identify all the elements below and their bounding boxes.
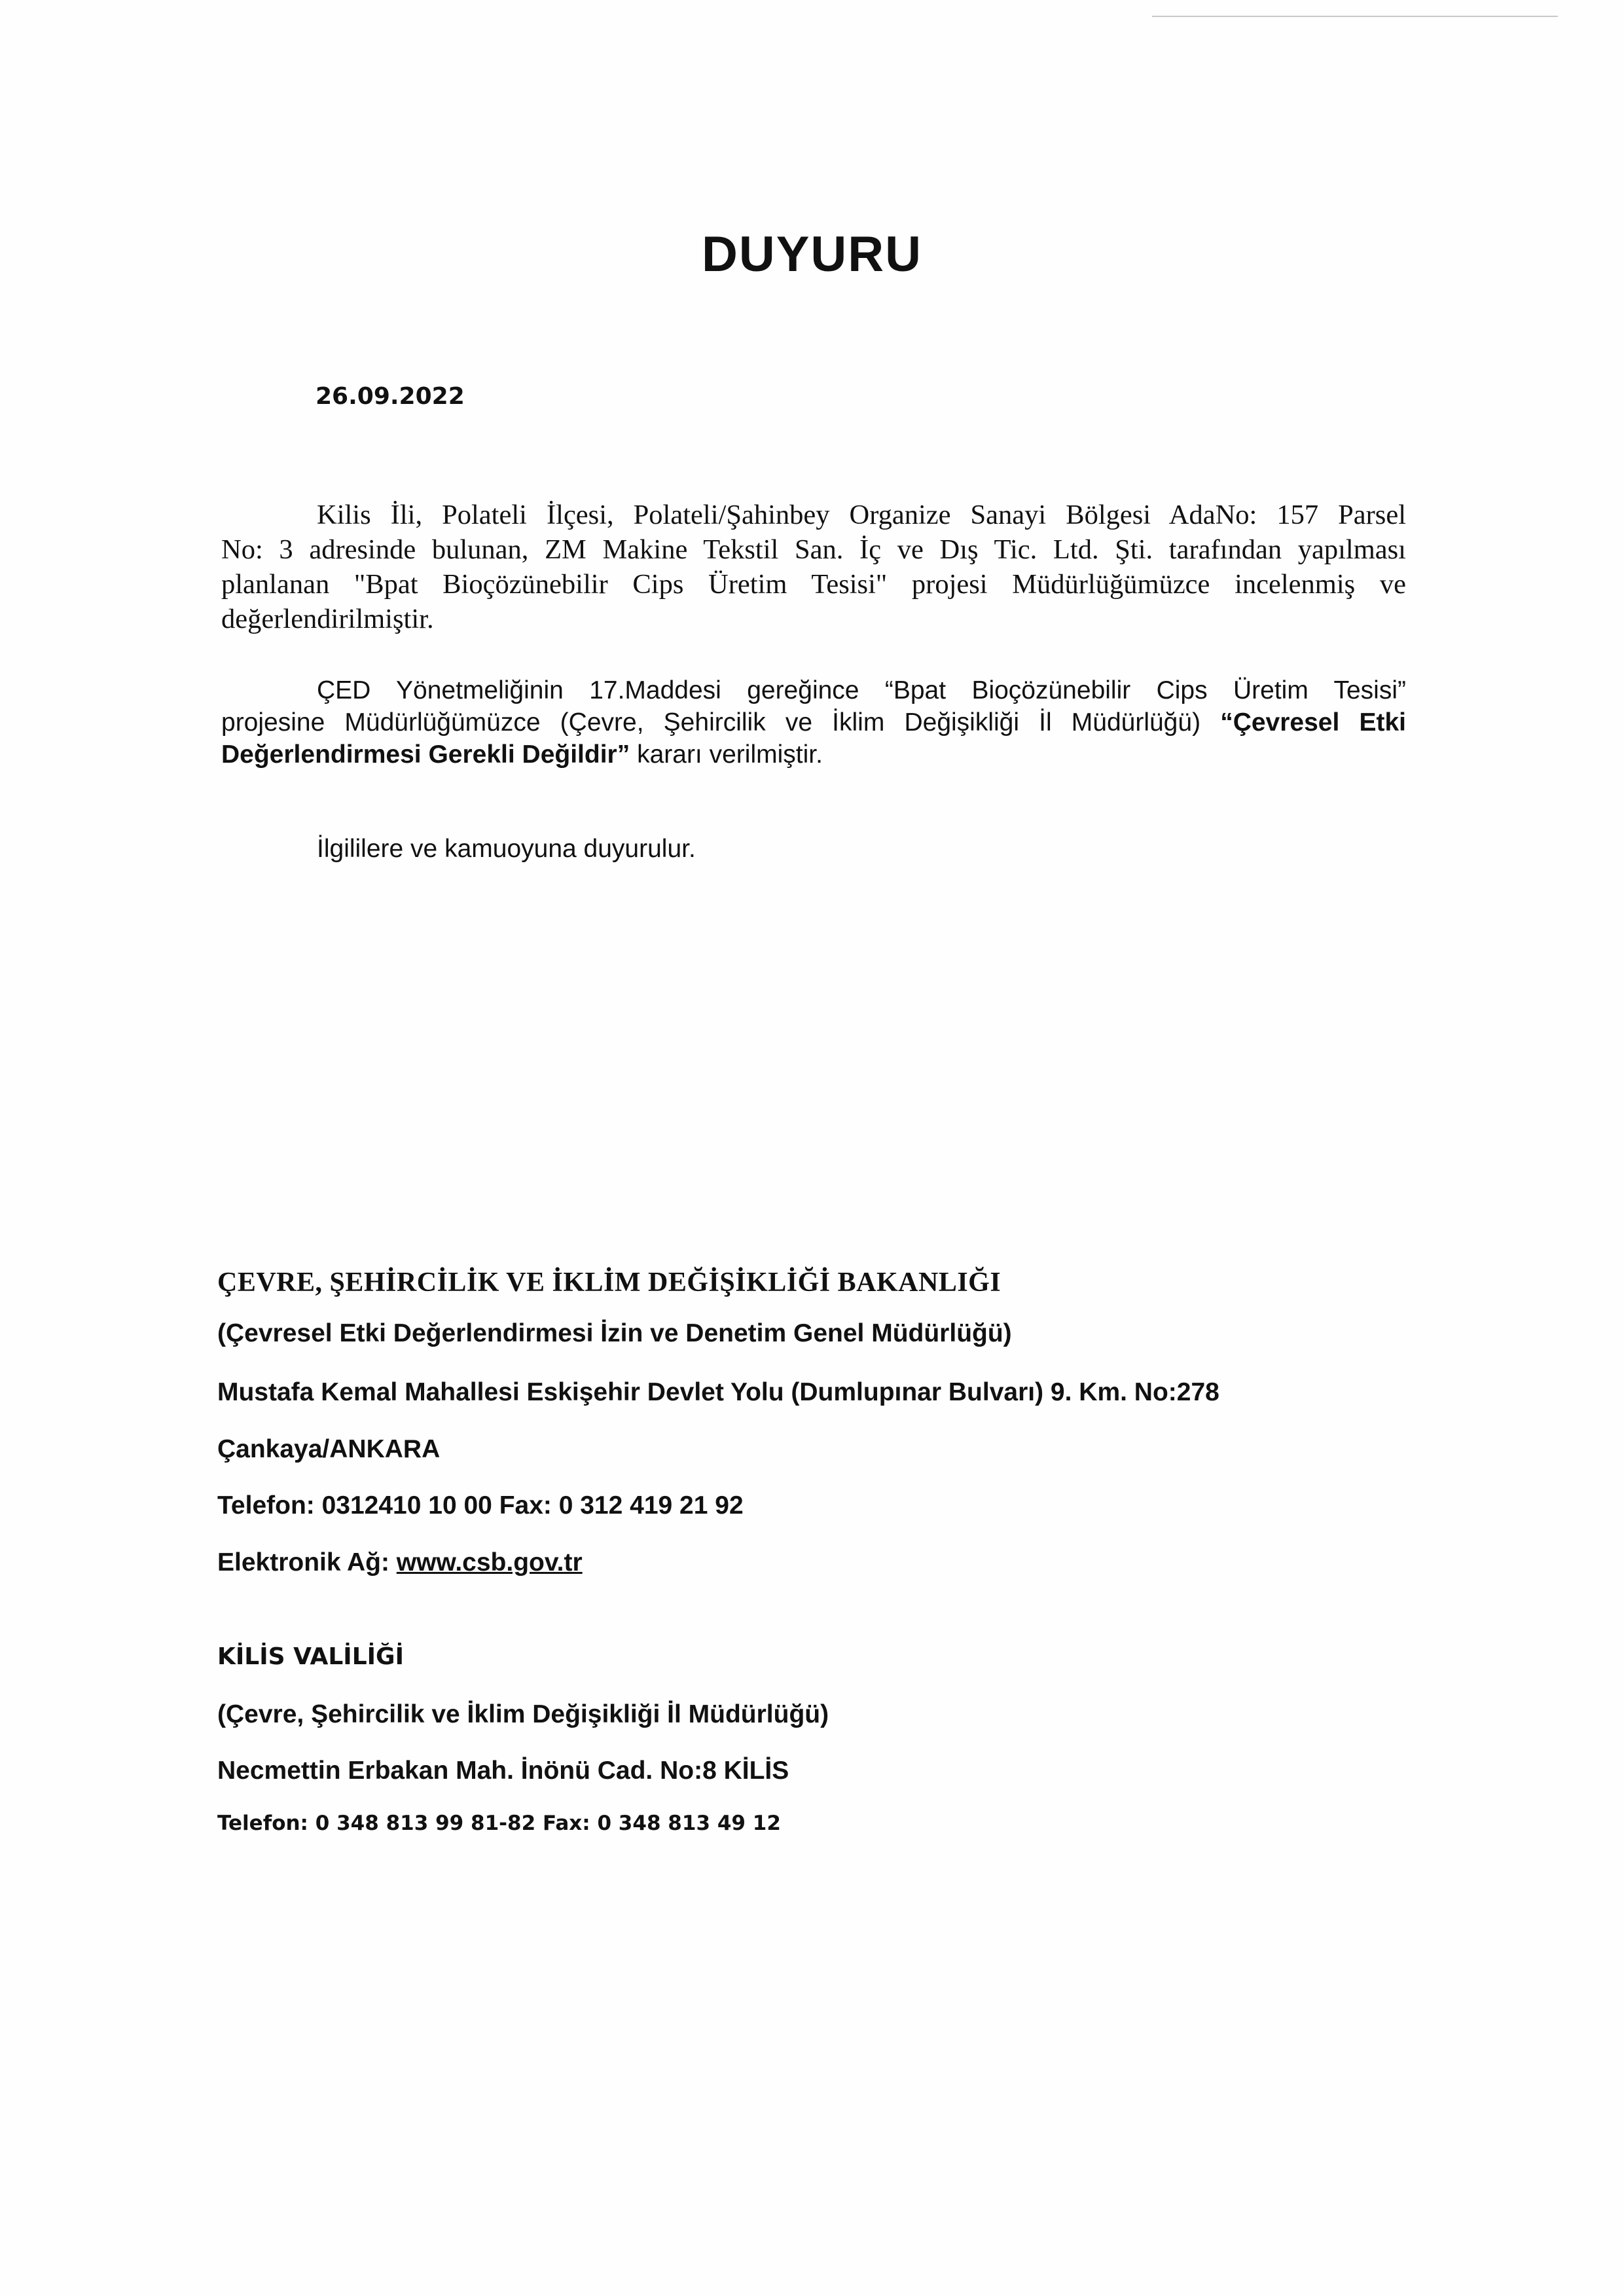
ministry-address: Mustafa Kemal Mahallesi Eskişehir Devlet Yolu (Dumlupınar Bulvarı) 9. Km. No:278 [217,1378,1219,1406]
ministry-web [217,1548,583,1577]
paragraph1-line3: planlanan "Bpat Bioçözünebilir Cips Üretim Tesisi" projesi Müdürlüğümüzce incelenmiş ve [221,569,1406,600]
decision-highlight-end: Değerlendirmesi Gerekli Değildir” [221,740,630,769]
paragraph2-line3 [221,738,1406,771]
paragraph2-line3-text: kararı verilmiştir. [637,740,823,769]
paragraph2-line2-text: projesine Müdürlüğümüzce (Çevre, Şehircilik ve İklim Değişikliği İl Müdürlüğü) [221,708,1201,737]
ministry-name: ÇEVRE, ŞEHİRCİLİK VE İKLİM DEĞİŞİKLİĞİ BAKANLIĞI [217,1267,1001,1298]
paragraph2-line2 [221,706,1406,738]
paragraph1-line4: değerlendirilmiştir. [221,604,434,634]
document-title: DUYURU [701,227,923,282]
paragraph-decision [221,674,1406,771]
document-date: 26.09.2022 [316,383,465,410]
ministry-web-label: Elektronik Ağ: [217,1548,389,1576]
ministry-web-link[interactable]: www.csb.gov.tr [396,1548,583,1576]
ministry-city: Çankaya/ANKARA [217,1435,441,1463]
decision-highlight-start: “Çevresel Etki [1220,708,1406,737]
paragraph-project-info [221,498,1406,636]
closing-statement: İlgililere ve kamuoyuna duyurulur. [317,835,696,863]
paragraph1-line2: No: 3 adresinde bulunan, ZM Makine Tekstil San. İç ve Dış Tic. Ltd. Şti. tarafından yapılması [221,534,1406,565]
ministry-phone: Telefon: 0312410 10 00 Fax: 0 312 419 21 92 [217,1491,744,1520]
valilik-department: (Çevre, Şehircilik ve İklim Değişikliği İl Müdürlüğü) [217,1700,829,1728]
valilik-name: KİLİS VALİLİĞİ [217,1643,404,1670]
paragraph1-line1: Kilis İli, Polateli İlçesi, Polateli/Şahinbey Organize Sanayi Bölgesi AdaNo: 157 Parsel [317,500,1406,530]
valilik-phone: Telefon: 0 348 813 99 81-82 Fax: 0 348 813 49 12 [217,1812,781,1835]
scan-edge-line [1152,16,1558,17]
ministry-department: (Çevresel Etki Değerlendirmesi İzin ve Denetim Genel Müdürlüğü) [217,1319,1012,1347]
valilik-address: Necmettin Erbakan Mah. İnönü Cad. No:8 KİLİS [217,1757,789,1785]
paragraph2-line1: ÇED Yönetmeliğinin 17.Maddesi gereğince “Bpat Bioçözünebilir Cips Üretim Tesisi” [317,676,1406,704]
